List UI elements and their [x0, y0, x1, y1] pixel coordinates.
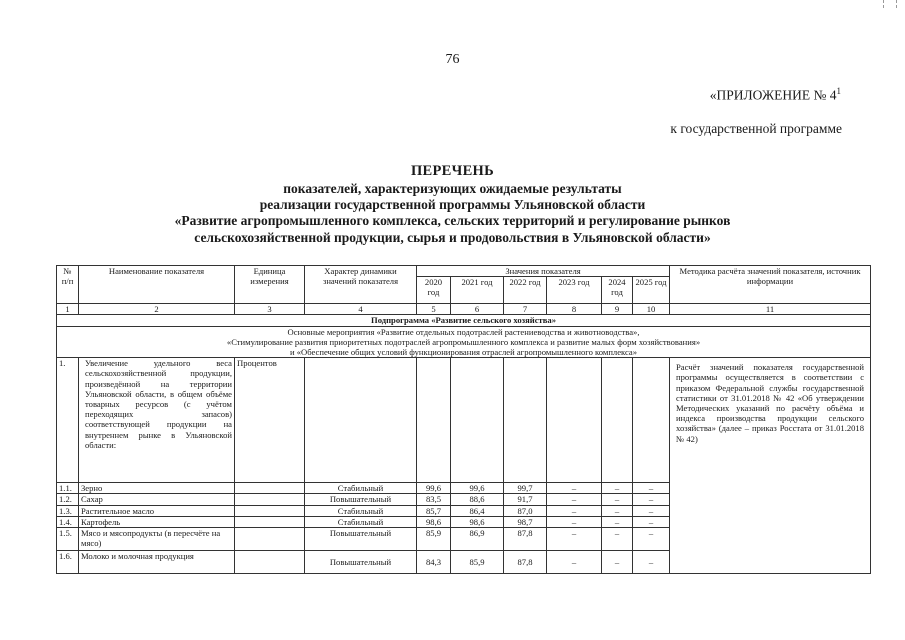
appendix-title [710, 86, 841, 104]
col-number: 4 [305, 304, 417, 315]
row-value-2022: 87,8 [504, 551, 547, 574]
col-number: 11 [670, 304, 871, 315]
row-name: Зерно [79, 483, 235, 494]
heading-line-2: показателей, характеризующих ожидаемые результаты [283, 181, 622, 196]
row-value-2020: 83,5 [417, 494, 451, 505]
header-num: № п/п [57, 266, 79, 304]
col-number: 6 [451, 304, 504, 315]
row-value-2020: 85,7 [417, 505, 451, 516]
row-value-2024: – [602, 494, 633, 505]
header-year-2025: 2025 год [633, 277, 670, 304]
activities-row [57, 326, 871, 358]
column-numbers-row [57, 304, 871, 315]
row-dynamics: Стабильный [305, 505, 417, 516]
row-value-2020: 85,9 [417, 528, 451, 551]
main-row-unit: Процентов [235, 358, 305, 483]
heading-line-1: ПЕРЕЧЕНЬ [410, 163, 495, 179]
row-value-2022: 87,0 [504, 505, 547, 516]
row-num: 1.4. [57, 516, 79, 527]
row-value-2024: – [602, 516, 633, 527]
row-value-2023: – [547, 505, 602, 516]
row-value-2021: 98,6 [451, 516, 504, 527]
col-number: 7 [504, 304, 547, 315]
main-row-num: 1. [57, 358, 79, 483]
header-year-2023: 2023 год [547, 277, 602, 304]
row-value-2024: – [602, 528, 633, 551]
header-year-2022: 2022 год [504, 277, 547, 304]
row-dynamics: Стабильный [305, 516, 417, 527]
header-values: Значения показателя [417, 266, 670, 277]
header-method: Методика расчёта значений показателя, источник информации [670, 266, 871, 304]
main-row-method: Расчёт значений показателя государственной программы осуществляется в соответствии с приказом Федеральной службы государственной статистики от 31.01.2018 № 42 «Об утверждении Методических указаний по расчёту объёма и индекса производства продукции сельского хозяйства» (далее – приказ Росстата от 31.01.2018 № 42) [670, 358, 871, 574]
row-value-2020: 98,6 [417, 516, 451, 527]
header-name: Наименование показателя [79, 266, 235, 304]
heading-line-4: «Развитие агропромышленного комплекса, сельских территорий и регулирование рынков [174, 213, 731, 228]
row-value-2020: 99,6 [417, 483, 451, 494]
activity-line-2: «Стимулирование развития приоритетных подотраслей агропромышленного комплекса и развитие малых форм хозяйствования» [226, 336, 701, 347]
row-value-2025: – [633, 516, 670, 527]
table-header-row-1 [57, 266, 871, 277]
row-value-2023: – [547, 551, 602, 574]
row-name: Мясо и мясопродукты (в пересчёте на мясо) [79, 528, 235, 551]
appendix-subtitle: к государственной программе [670, 121, 842, 136]
appendix-title-text: «ПРИЛОЖЕНИЕ № 4 [709, 87, 837, 103]
col-number: 1 [57, 304, 79, 315]
header-year-2020: 2020 год [417, 277, 451, 304]
row-value-2022: 91,7 [504, 494, 547, 505]
row-name: Картофель [79, 516, 235, 527]
row-value-2023: – [547, 516, 602, 527]
row-value-2022: 99,7 [504, 483, 547, 494]
row-num: 1.3. [57, 505, 79, 516]
row-value-2021: 86,9 [451, 528, 504, 551]
page-number: 76 [445, 52, 460, 67]
row-num: 1.6. [57, 551, 79, 574]
row-value-2021: 99,6 [451, 483, 504, 494]
header-year-2021: 2021 год [451, 277, 504, 304]
row-value-2023: – [547, 483, 602, 494]
row-name: Молоко и молочная продукция [79, 551, 235, 574]
row-value-2025: – [633, 551, 670, 574]
row-value-2021: 86,4 [451, 505, 504, 516]
row-value-2025: – [633, 505, 670, 516]
scan-edge-mark [883, 0, 897, 8]
row-dynamics: Повышательный [305, 528, 417, 551]
row-value-2021: 88,6 [451, 494, 504, 505]
row-name: Растительное масло [79, 505, 235, 516]
row-value-2025: – [633, 483, 670, 494]
row-value-2022: 87,8 [504, 528, 547, 551]
activity-line-1: Основные мероприятия «Развитие отдельных подотраслей растениеводства и животноводства», [287, 326, 640, 337]
row-dynamics: Повышательный [305, 494, 417, 505]
row-dynamics: Стабильный [305, 483, 417, 494]
activities-cell [57, 326, 871, 358]
row-value-2023: – [547, 494, 602, 505]
row-value-2025: – [633, 494, 670, 505]
row-dynamics: Повышательный [305, 551, 417, 574]
col-number: 3 [235, 304, 305, 315]
row-num: 1.5. [57, 528, 79, 551]
activity-line-3: и «Обеспечение общих условий функционирования отраслей агропромышленного комплекса» [290, 347, 638, 358]
table-row-main [57, 358, 871, 483]
row-value-2023: – [547, 528, 602, 551]
subprogram-row [57, 315, 871, 326]
row-name: Сахар [79, 494, 235, 505]
heading-line-5: сельскохозяйственной продукции, сырья и продовольствия в Ульяновской области» [194, 230, 711, 245]
row-value-2024: – [602, 505, 633, 516]
col-number: 9 [602, 304, 633, 315]
row-value-2022: 98,7 [504, 516, 547, 527]
row-value-2024: – [602, 551, 633, 574]
row-num: 1.1. [57, 483, 79, 494]
header-dynamics: Характер динамики значений показателя [305, 266, 417, 304]
row-value-2020: 84,3 [417, 551, 451, 574]
header-year-2024: 2024 год [602, 277, 633, 304]
row-value-2025: – [633, 528, 670, 551]
subprogram-title: Подпрограмма «Развитие сельского хозяйства» [57, 315, 871, 326]
col-number: 8 [547, 304, 602, 315]
col-number: 2 [79, 304, 235, 315]
col-number: 10 [633, 304, 670, 315]
main-row-name: Увеличение удельного веса сельскохозяйственной продукции, произведённой на территории Ульяновской области, в общем объёме товарных ресурсов (с учётом переходящих запасов) соответствующей продукции на внутреннем рынке в Ульяновской области: [79, 358, 235, 483]
col-number: 5 [417, 304, 451, 315]
appendix-superscript: 1 [836, 86, 841, 96]
heading-line-3: реализации государственной программы Ульяновской области [259, 197, 646, 212]
row-num: 1.2. [57, 494, 79, 505]
header-unit: Единица измерения [235, 266, 305, 304]
indicators-table [56, 265, 871, 574]
row-value-2024: – [602, 483, 633, 494]
row-value-2021: 85,9 [451, 551, 504, 574]
